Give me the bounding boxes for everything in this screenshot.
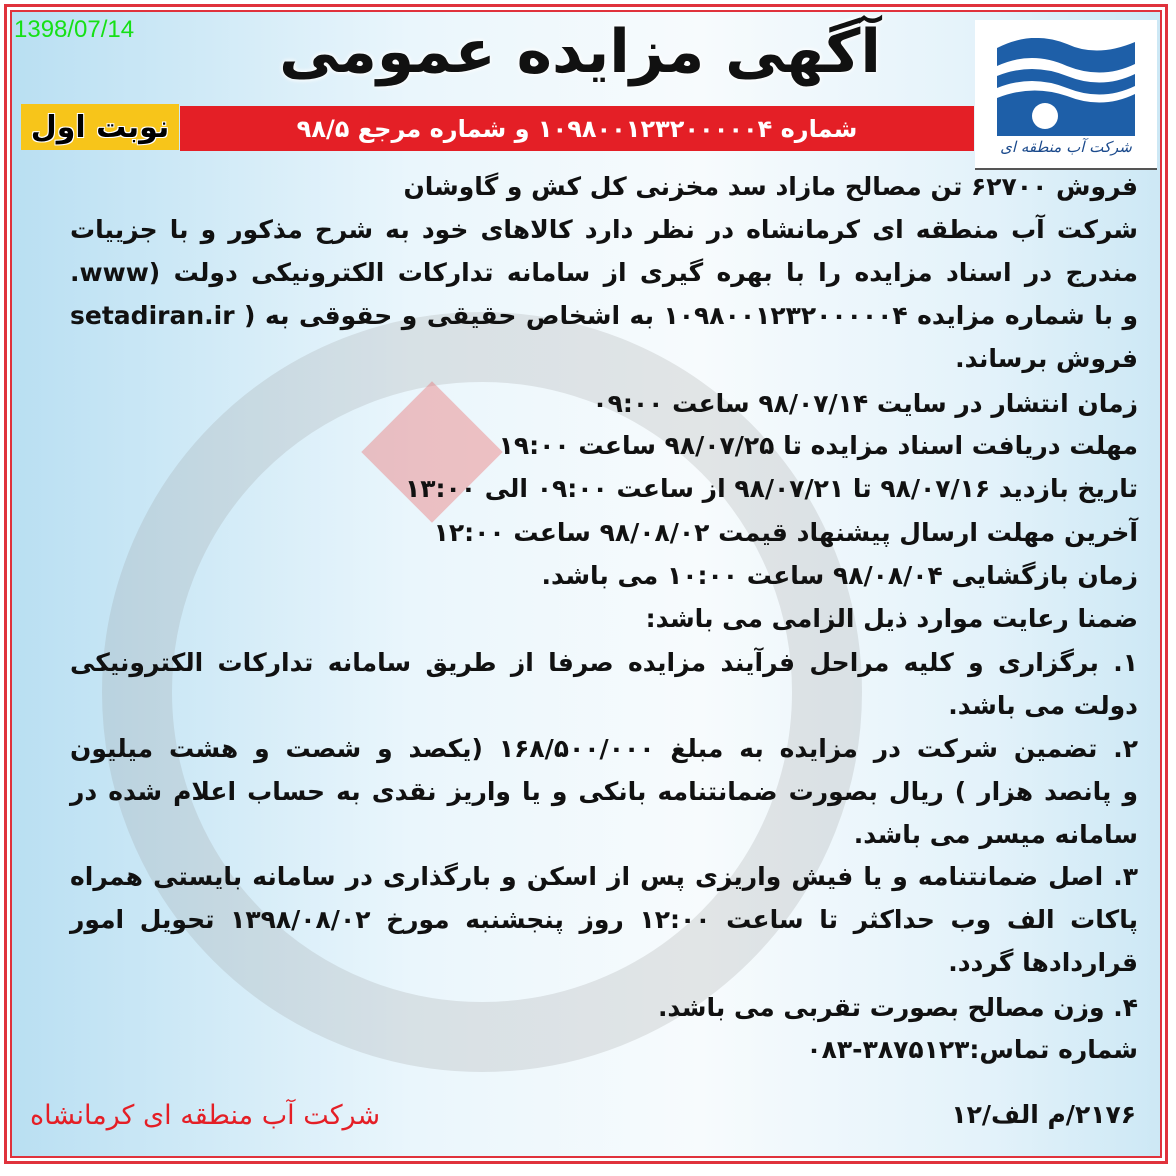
body-line: قراردادها گردد. <box>948 948 1138 977</box>
body-line: زمان بازگشایی ۹۸/۰۸/۰۴ ساعت ۱۰:۰۰ می باشد. <box>541 561 1138 590</box>
body-line: آخرین مهلت ارسال پیشنهاد قیمت ۹۸/۰۸/۰۲ ساعت ۱۲:۰۰ <box>433 518 1138 547</box>
reference-bar: شماره ۱۰۹۸۰۰۱۲۳۲۰۰۰۰۰۴ و شماره مرجع ۹۸/۵ <box>180 106 974 151</box>
body-line: مهلت دریافت اسناد مزایده تا ۹۸/۰۷/۲۵ ساعت ۱۹:۰۰ <box>498 431 1138 460</box>
logo-text: شرکت آب منطقه ای <box>1000 138 1132 156</box>
body-line: فروش ۶۲۷۰۰ تن مصالح مازاد سد مخزنی کل کش و گاوشان <box>403 172 1138 201</box>
body-line: ۱. برگزاری و کلیه مراحل فرآیند مزایده صرفا از طریق سامانه تدارکات الکترونیکی <box>70 648 1138 677</box>
contact-phone: شماره تماس:۳۸۷۵۱۲۳-۰۸۳ <box>806 1035 1138 1064</box>
body-line: دولت می باشد. <box>948 691 1138 720</box>
edition-badge: نوبت اول <box>21 104 179 150</box>
date-stamp: 1398/07/14 <box>14 16 135 43</box>
body-line: شرکت آب منطقه ای کرمانشاه در نظر دارد کالاهای خود به شرح مذکور و با جزییات <box>70 215 1138 244</box>
page-title: آگهی مزایده عمومی <box>279 17 881 87</box>
watermark-ring <box>102 312 862 1072</box>
body-line: setadiran.ir ) و با شماره مزایده ۱۰۹۸۰۰۱۲۳۲۰۰۰۰۰۴ به اشخاص حقیقی و حقوقی به <box>70 301 1138 330</box>
body-line: فروش برساند. <box>955 344 1138 373</box>
body-line: ۲. تضمین شرکت در مزایده به مبلغ ۱۶۸/۵۰۰/۰۰۰ (یکصد و شصت و هشت میلیون <box>70 734 1138 763</box>
body-line: ۳. اصل ضمانتنامه و یا فیش واریزی پس از اسکن و بارگذاری در سامانه بایستی همراه <box>70 862 1138 891</box>
body-line: مندرج در اسناد مزایده را با بهره گیری از سامانه تدارکات الکترونیکی دولت (www. <box>70 258 1138 287</box>
body-line: پاکات الف وب حداکثر تا ساعت ۱۲:۰۰ روز پنجشنبه مورخ ۱۳۹۸/۰۸/۰۲ تحویل امور <box>70 905 1138 934</box>
body-line: سامانه میسر می باشد. <box>853 820 1138 849</box>
water-wave-icon <box>997 28 1135 136</box>
body-line: ۴. وزن مصالح بصورت تقربی می باشد. <box>657 993 1138 1022</box>
company-logo <box>975 20 1157 170</box>
page-title-box <box>190 17 970 87</box>
body-line: ضمنا رعایت موارد ذیل الزامی می باشد: <box>645 604 1138 633</box>
body-line: تاریخ بازدید ۹۸/۰۷/۱۶ تا ۹۸/۰۷/۲۱ از ساعت ۰۹:۰۰ الی ۱۳:۰۰ <box>404 474 1138 503</box>
body-line: زمان انتشار در سایت ۹۸/۰۷/۱۴ ساعت ۰۹:۰۰ <box>592 389 1138 418</box>
body-line: و پانصد هزار ) ریال بصورت ضمانتنامه بانکی و یا واریز نقدی به حساب اعلام شده در <box>70 777 1138 806</box>
signer-name: شرکت آب منطقه ای کرمانشاه <box>30 1100 381 1131</box>
ad-code: ۲۱۷۶/م الف/۱۲ <box>951 1100 1136 1129</box>
